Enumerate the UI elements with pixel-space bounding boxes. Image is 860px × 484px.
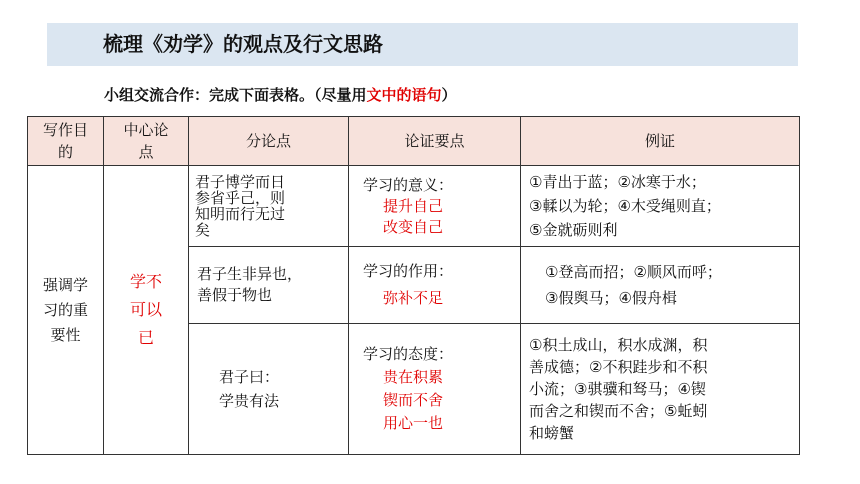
header-purpose-line: 写作目	[42, 121, 88, 139]
purpose-cell	[28, 166, 104, 455]
key-point-label: 学习的意义：	[363, 175, 454, 194]
example-line: 小流；③骐骥和驽马；④锲	[529, 380, 706, 398]
purpose-line: 强调学	[42, 275, 88, 294]
thesis-cell	[104, 166, 189, 455]
sub-point-line: 参省乎己，则	[195, 189, 286, 207]
sub-point-line: 君子生非异也，	[197, 265, 303, 283]
sub-point-line: 学贵有法	[219, 392, 280, 410]
key-point-answer: 贵在积累	[383, 368, 444, 386]
thesis-line: 学不	[129, 272, 162, 291]
header-purpose-line: 的	[57, 143, 73, 161]
key-point-label: 学习的态度：	[363, 345, 454, 363]
page-title: 梳理《劝学》的观点及行文思路	[103, 32, 383, 56]
sub-point-cell	[189, 166, 349, 247]
table-header-row	[28, 117, 800, 166]
table-row	[28, 166, 800, 247]
header-key-points: 论证要点	[349, 117, 521, 166]
thesis-line: 可以	[129, 300, 162, 319]
key-point-answer: 用心一也	[383, 414, 444, 432]
example-line: ⑤金就砺则利	[529, 221, 618, 239]
header-sub-point: 分论点	[189, 117, 349, 166]
example-line: ①积土成山，积水成渊，积	[529, 336, 708, 354]
instruction-text	[104, 84, 457, 105]
header-examples: 例证	[521, 117, 800, 166]
thesis-line: 已	[137, 328, 154, 347]
sub-point-line: 君子曰：	[219, 368, 280, 386]
example-line: ①登高而招；②顺风而呼；	[545, 263, 722, 281]
key-point-answer: 弥补不足	[383, 289, 444, 307]
example-line: ①青出于蓝；②冰寒于水；	[529, 173, 706, 191]
sub-point-line: 善假于物也	[197, 286, 273, 304]
key-point-cell	[349, 166, 521, 247]
sub-point-line: 知明而行无过	[195, 205, 286, 223]
instruction-highlight: 文中的语句	[366, 86, 442, 104]
key-point-cell	[349, 247, 521, 324]
key-point-label: 学习的作用：	[363, 262, 454, 280]
sub-point-line: 矣	[195, 221, 211, 239]
examples-cell	[521, 324, 800, 455]
instruction-suffix: ）	[441, 86, 457, 104]
sub-point-cell	[189, 324, 349, 455]
header-thesis-line: 中心论	[123, 121, 169, 139]
example-line: ③假舆马；④假舟楫	[545, 289, 677, 307]
examples-cell	[521, 166, 800, 247]
purpose-line: 习的重	[42, 300, 88, 319]
example-line: 而舍之和锲而不舍；⑤蚯蚓	[529, 402, 708, 420]
header-thesis-line: 点	[138, 143, 154, 161]
sub-point-line: 君子博学而日	[195, 173, 286, 191]
example-line: 善成德；②不积跬步和不积	[529, 358, 708, 376]
key-point-cell	[349, 324, 521, 455]
example-line: ③輮以为轮；④木受绳则直；	[529, 197, 721, 215]
title-bar	[47, 23, 798, 66]
example-line: 和螃蟹	[529, 424, 575, 442]
header-purpose	[28, 117, 104, 166]
instruction-prefix: 小组交流合作：完成下面表格。（尽量用	[104, 86, 367, 104]
sub-point-cell	[189, 247, 349, 324]
summary-table	[27, 116, 800, 455]
key-point-answer: 提升自己	[383, 196, 444, 215]
key-point-answer: 改变自己	[383, 217, 444, 236]
examples-cell	[521, 247, 800, 324]
header-thesis	[104, 117, 189, 166]
purpose-line: 要性	[50, 325, 81, 344]
key-point-answer: 锲而不舍	[383, 391, 444, 409]
